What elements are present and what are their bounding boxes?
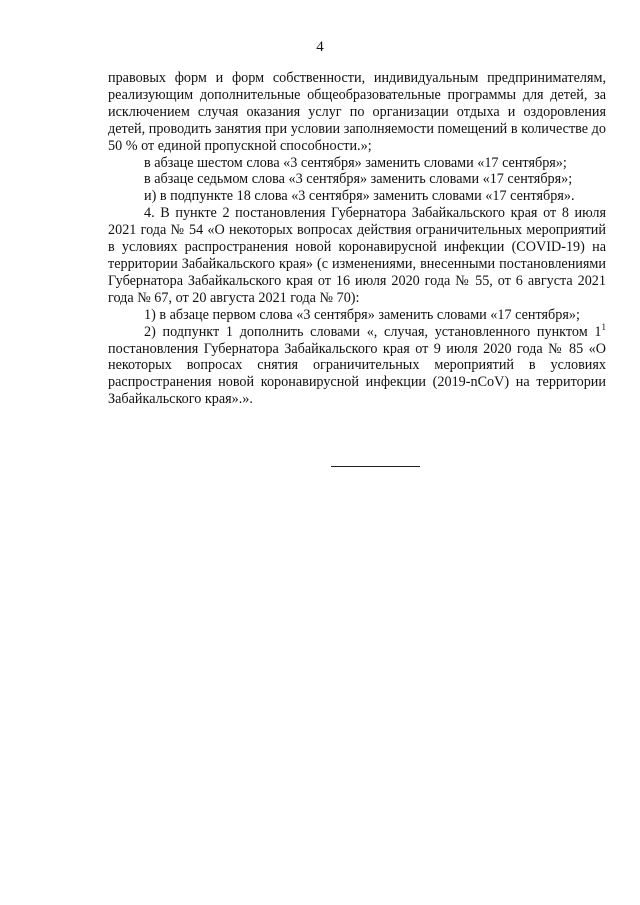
page-number: 4 (316, 39, 324, 55)
end-of-document-rule (331, 466, 420, 467)
paragraph-item-4-sub-2-text-end: постановления Губернатора Забайкальского края от 9 июля 2020 года № 85 «О некоторых вопросах снятия ограничительных мероприятий в условиях распространения новой коронавирусной инфекции (2019-nCoV) на территории Забайкальского края».». (108, 340, 606, 408)
paragraph-item-4-sub-1: 1) в абзаце первом слова «3 сентября» заменить словами «17 сентября»; (144, 306, 580, 323)
paragraph-paragraph-six-amendment: в абзаце шестом слова «3 сентября» заменить словами «17 сентября»; (144, 154, 567, 171)
paragraph-subitem-18-amendment: и) в подпункте 18 слова «3 сентября» заменить словами «17 сентября». (144, 188, 575, 205)
paragraph-continuation: правовых форм и форм собственности, индивидуальным предпринимателям, реализующим дополнительные общеобразовательные программы для детей, за исключением случая оказания услуг по организации отдыха и оздоровления детей, проводить занятия при условии заполняемости помещений в количестве до 50 % от единой пропускной способности.»; (108, 70, 606, 154)
paragraph-paragraph-seven-amendment: в абзаце седьмом слова «3 сентября» заменить словами «17 сентября»; (144, 171, 573, 188)
footnote-superscript: 1 (601, 321, 606, 332)
paragraph-item-4-sub-2 (108, 321, 606, 409)
paragraph-item-4: 4. В пункте 2 постановления Губернатора Забайкальского края от 8 июля 2021 года № 54 «О некоторых вопросах действия ограничительных мероприятий в условиях распространения новой коронавирусной инфекции (COVID-19) на территории Забайкальского края» (с изменениями, внесенными постановлениями Губернатора Забайкальского края от 16 июля 2020 года № 55, от 6 августа 2021 года № 67, от 20 августа 2021 года № 70): (108, 205, 606, 306)
paragraph-item-4-sub-2-text-start: 2) подпункт 1 дополнить словами «, случая, установленного пунктом 1 (144, 323, 602, 340)
document-body (108, 70, 606, 408)
